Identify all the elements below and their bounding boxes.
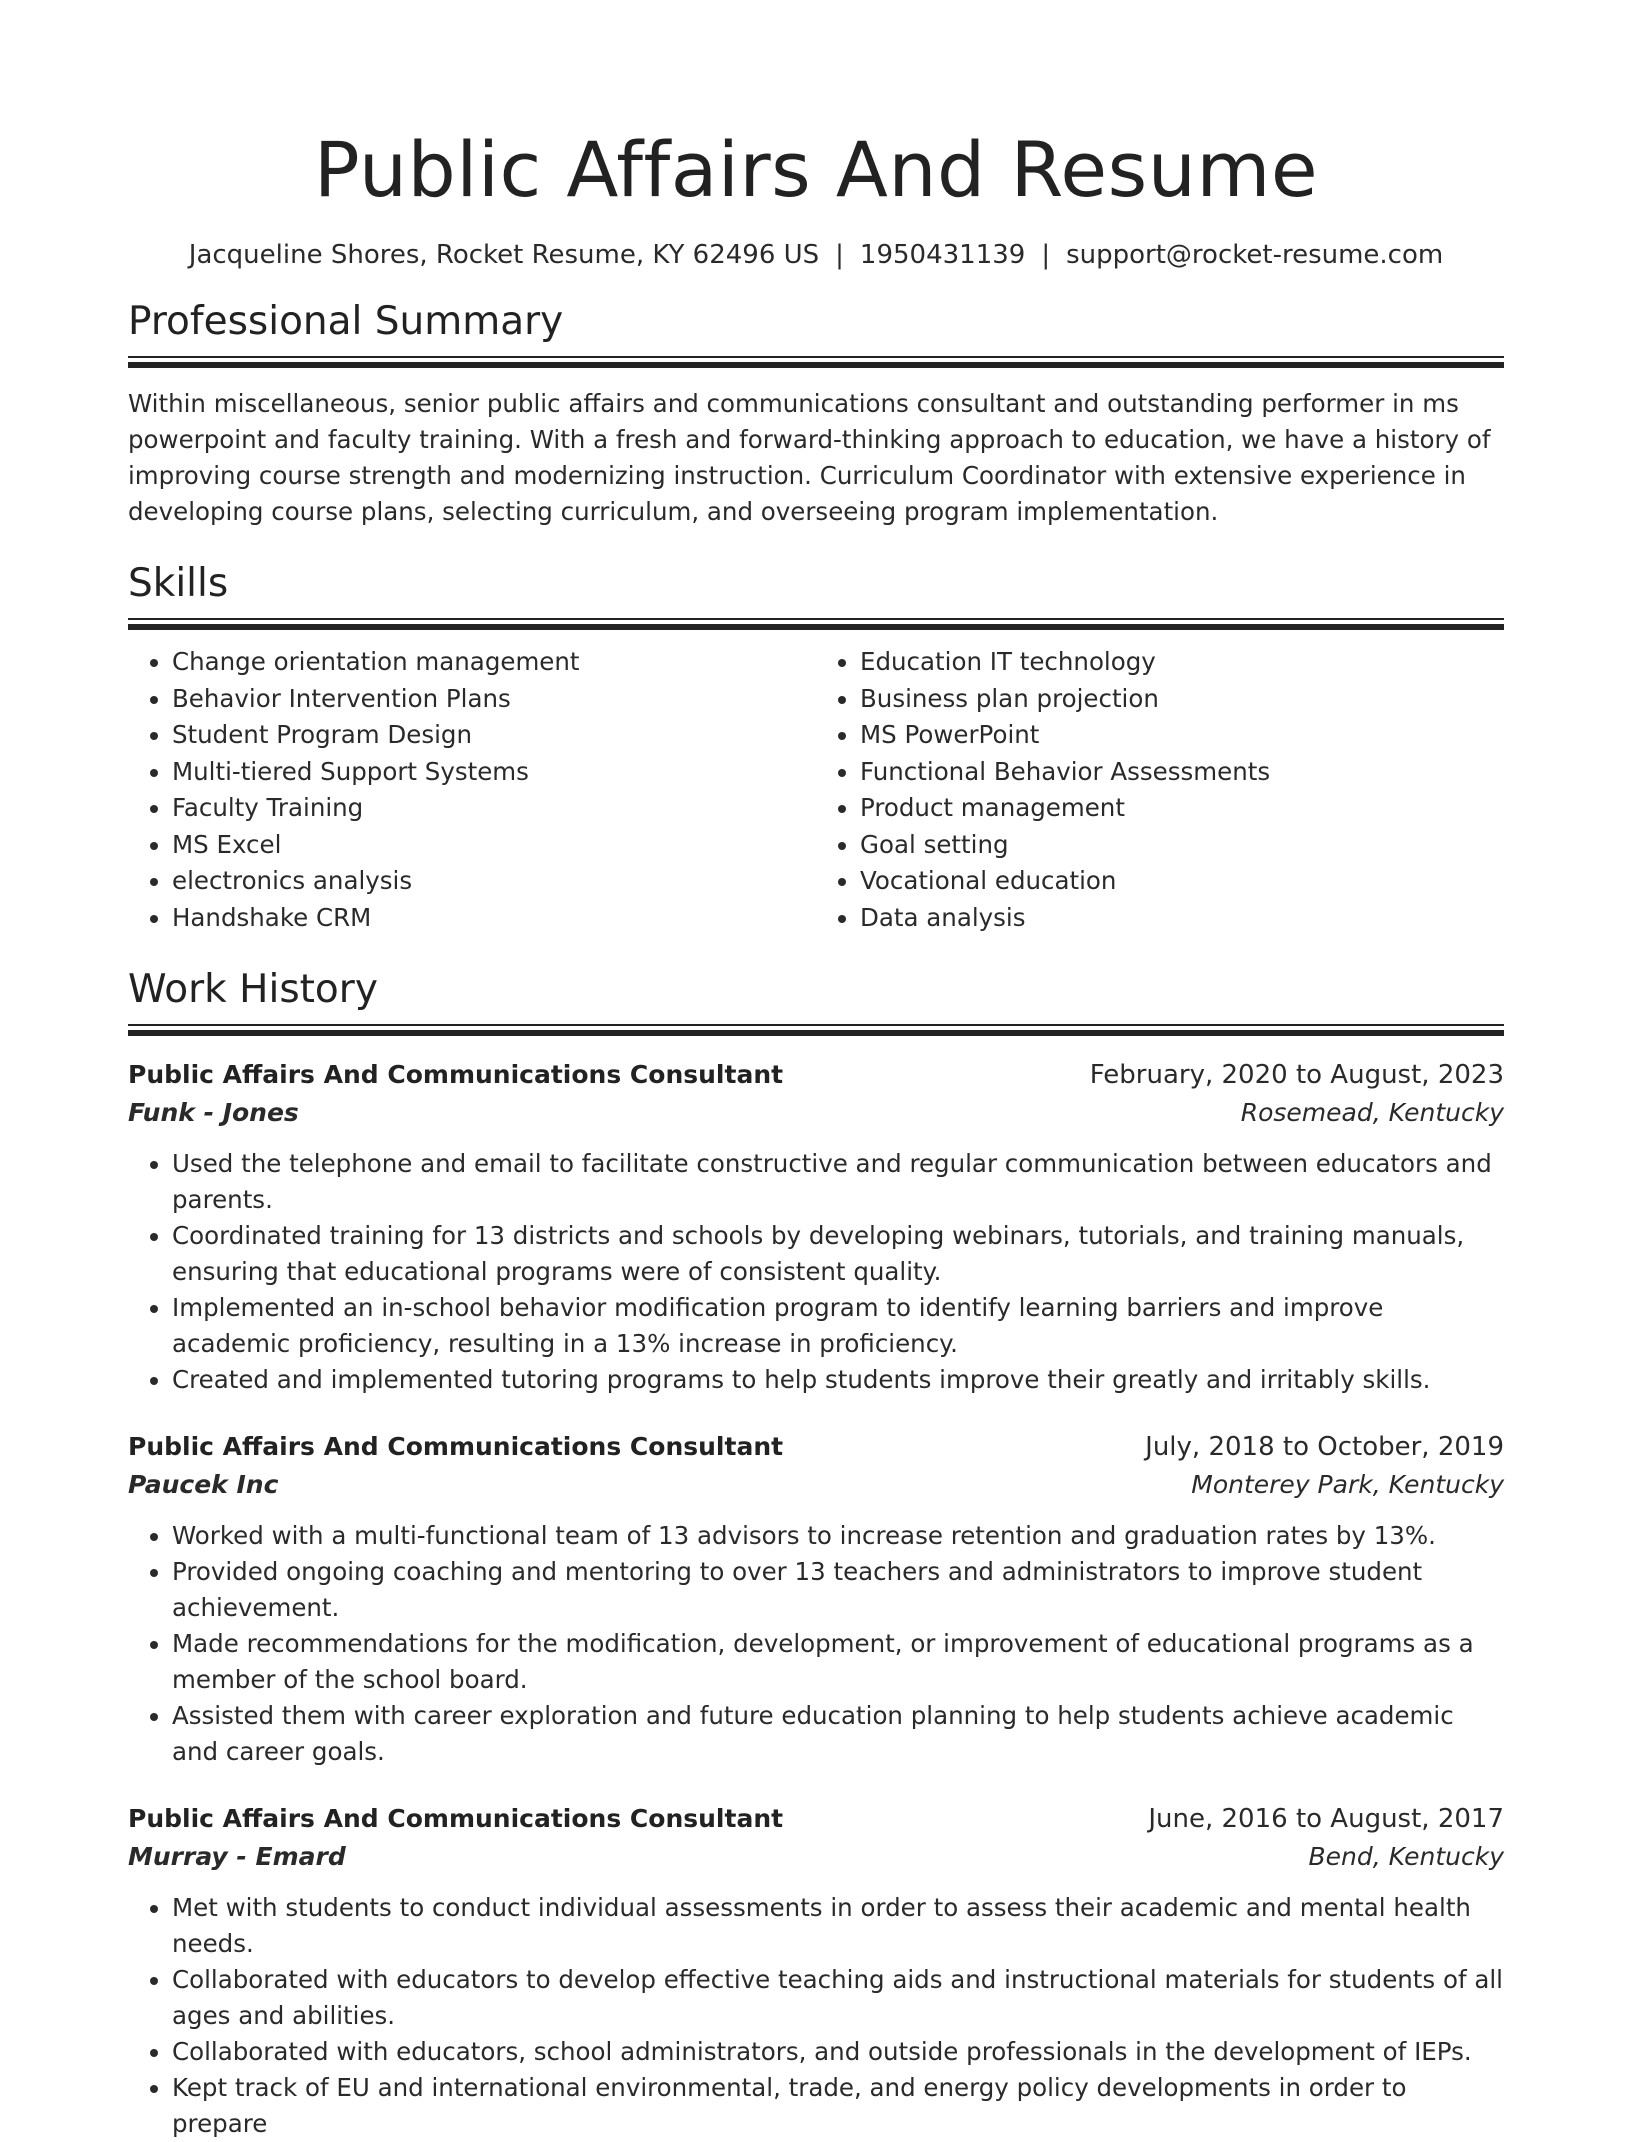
skill-item: • Behavior Intervention Plans	[172, 681, 816, 718]
job-bullet: • Kept track of EU and international environmental, trade, and energy policy developments in order to prepare	[172, 2070, 1504, 2142]
job-subheader	[128, 1094, 1504, 1132]
skills-section	[128, 560, 1504, 936]
job-subheader	[128, 1838, 1504, 1876]
job-bullet: • Assisted them with career exploration and future education planning to help students achieve academic and career goals.	[172, 1698, 1504, 1770]
contact-address: Jacqueline Shores, Rocket Resume, KY 62496 US	[188, 240, 820, 270]
skill-item: • Vocational education	[860, 863, 1504, 900]
skill-item: • Student Program Design	[172, 717, 816, 754]
contact-separator: |	[835, 240, 844, 270]
job-entry	[128, 1056, 1504, 1398]
skill-item: • Education IT technology	[860, 644, 1504, 681]
work-history-section	[128, 966, 1504, 2142]
skill-item: • Product management	[860, 790, 1504, 827]
job-subheader	[128, 1466, 1504, 1504]
section-divider	[128, 1024, 1504, 1036]
job-bullet: • Collaborated with educators, school administrators, and outside professionals in the development of IEPs.	[172, 2034, 1504, 2070]
job-bullet: • Collaborated with educators to develop effective teaching aids and instructional materials for students of all ages and abilities.	[172, 1962, 1504, 2034]
job-title: Public Affairs And Communications Consultant	[128, 1804, 784, 1833]
section-divider	[128, 618, 1504, 630]
job-company: Murray - Emard	[128, 1842, 346, 1871]
job-title: Public Affairs And Communications Consultant	[128, 1060, 784, 1089]
job-header	[128, 1056, 1504, 1094]
skill-item: • Functional Behavior Assessments	[860, 754, 1504, 791]
job-dates: June, 2016 to August, 2017	[1148, 1804, 1504, 1834]
contact-separator: |	[1041, 240, 1051, 270]
job-bullet: • Provided ongoing coaching and mentoring to over 13 teachers and administrators to improve student achievement.	[172, 1554, 1504, 1626]
summary-section	[128, 298, 1504, 530]
job-bullet: • Created and implemented tutoring programs to help students improve their greatly and irritably skills.	[172, 1362, 1504, 1398]
job-bullet: • Implemented an in-school behavior modification program to identify learning barriers and improve academic proficiency, resulting in a 13% increase in proficiency.	[172, 1290, 1504, 1362]
skills-list-left	[128, 644, 816, 936]
job-bullet: • Used the telephone and email to facilitate constructive and regular communication between educators and parents.	[172, 1146, 1504, 1218]
job-header	[128, 1800, 1504, 1838]
skills-list-right	[816, 644, 1504, 936]
skill-item: • MS PowerPoint	[860, 717, 1504, 754]
job-dates: July, 2018 to October, 2019	[1145, 1432, 1504, 1462]
contact-line	[128, 238, 1504, 272]
skill-item: • MS Excel	[172, 827, 816, 864]
job-company: Funk - Jones	[128, 1098, 299, 1127]
job-bullets	[128, 1518, 1504, 1770]
job-bullet: • Worked with a multi-functional team of 13 advisors to increase retention and graduation rates by 13%.	[172, 1518, 1504, 1554]
job-bullets	[128, 1890, 1504, 2142]
job-bullets	[128, 1146, 1504, 1398]
resume-page	[128, 0, 1504, 2142]
skill-item: • Data analysis	[860, 900, 1504, 937]
work-history-heading: Work History	[128, 967, 378, 1012]
skill-item: • Handshake CRM	[172, 900, 816, 937]
job-title: Public Affairs And Communications Consultant	[128, 1432, 784, 1461]
skills-columns	[128, 644, 1504, 936]
job-dates: February, 2020 to August, 2023	[1089, 1060, 1504, 1090]
skill-item: • electronics analysis	[172, 863, 816, 900]
skills-heading: Skills	[128, 561, 229, 606]
job-company: Paucek Inc	[128, 1470, 279, 1499]
skill-item: • Business plan projection	[860, 681, 1504, 718]
skill-item: • Change orientation management	[172, 644, 816, 681]
section-divider	[128, 356, 1504, 368]
job-location: Monterey Park, Kentucky	[1191, 1470, 1504, 1499]
job-header	[128, 1428, 1504, 1466]
contact-phone: 1950431139	[859, 240, 1026, 270]
skill-item: • Multi-tiered Support Systems	[172, 754, 816, 791]
summary-text: Within miscellaneous, senior public affairs and communications consultant and outstanding performer in ms powerpoint and faculty training. With a fresh and forward-thinking approach to education, we have a history of improving course strength and modernizing instruction. Curriculum Coordinator with extensive experience in developing course plans, selecting curriculum, and overseeing program implementation.	[128, 389, 1491, 526]
skill-item: • Faculty Training	[172, 790, 816, 827]
summary-heading: Professional Summary	[128, 299, 564, 344]
contact-email: support@rocket-resume.com	[1066, 240, 1444, 270]
job-location: Rosemead, Kentucky	[1240, 1098, 1504, 1127]
skill-item: • Goal setting	[860, 827, 1504, 864]
job-entry	[128, 1428, 1504, 1770]
job-location: Bend, Kentucky	[1308, 1842, 1504, 1871]
job-bullet: • Met with students to conduct individual assessments in order to assess their academic and mental health needs.	[172, 1890, 1504, 1962]
resume-title: Public Affairs And Resume	[313, 125, 1319, 214]
job-entry	[128, 1800, 1504, 2142]
job-bullet: • Made recommendations for the modification, development, or improvement of educational programs as a member of the school board.	[172, 1626, 1504, 1698]
job-bullet: • Coordinated training for 13 districts and schools by developing webinars, tutorials, and training manuals, ensuring that educational programs were of consistent quality.	[172, 1218, 1504, 1290]
